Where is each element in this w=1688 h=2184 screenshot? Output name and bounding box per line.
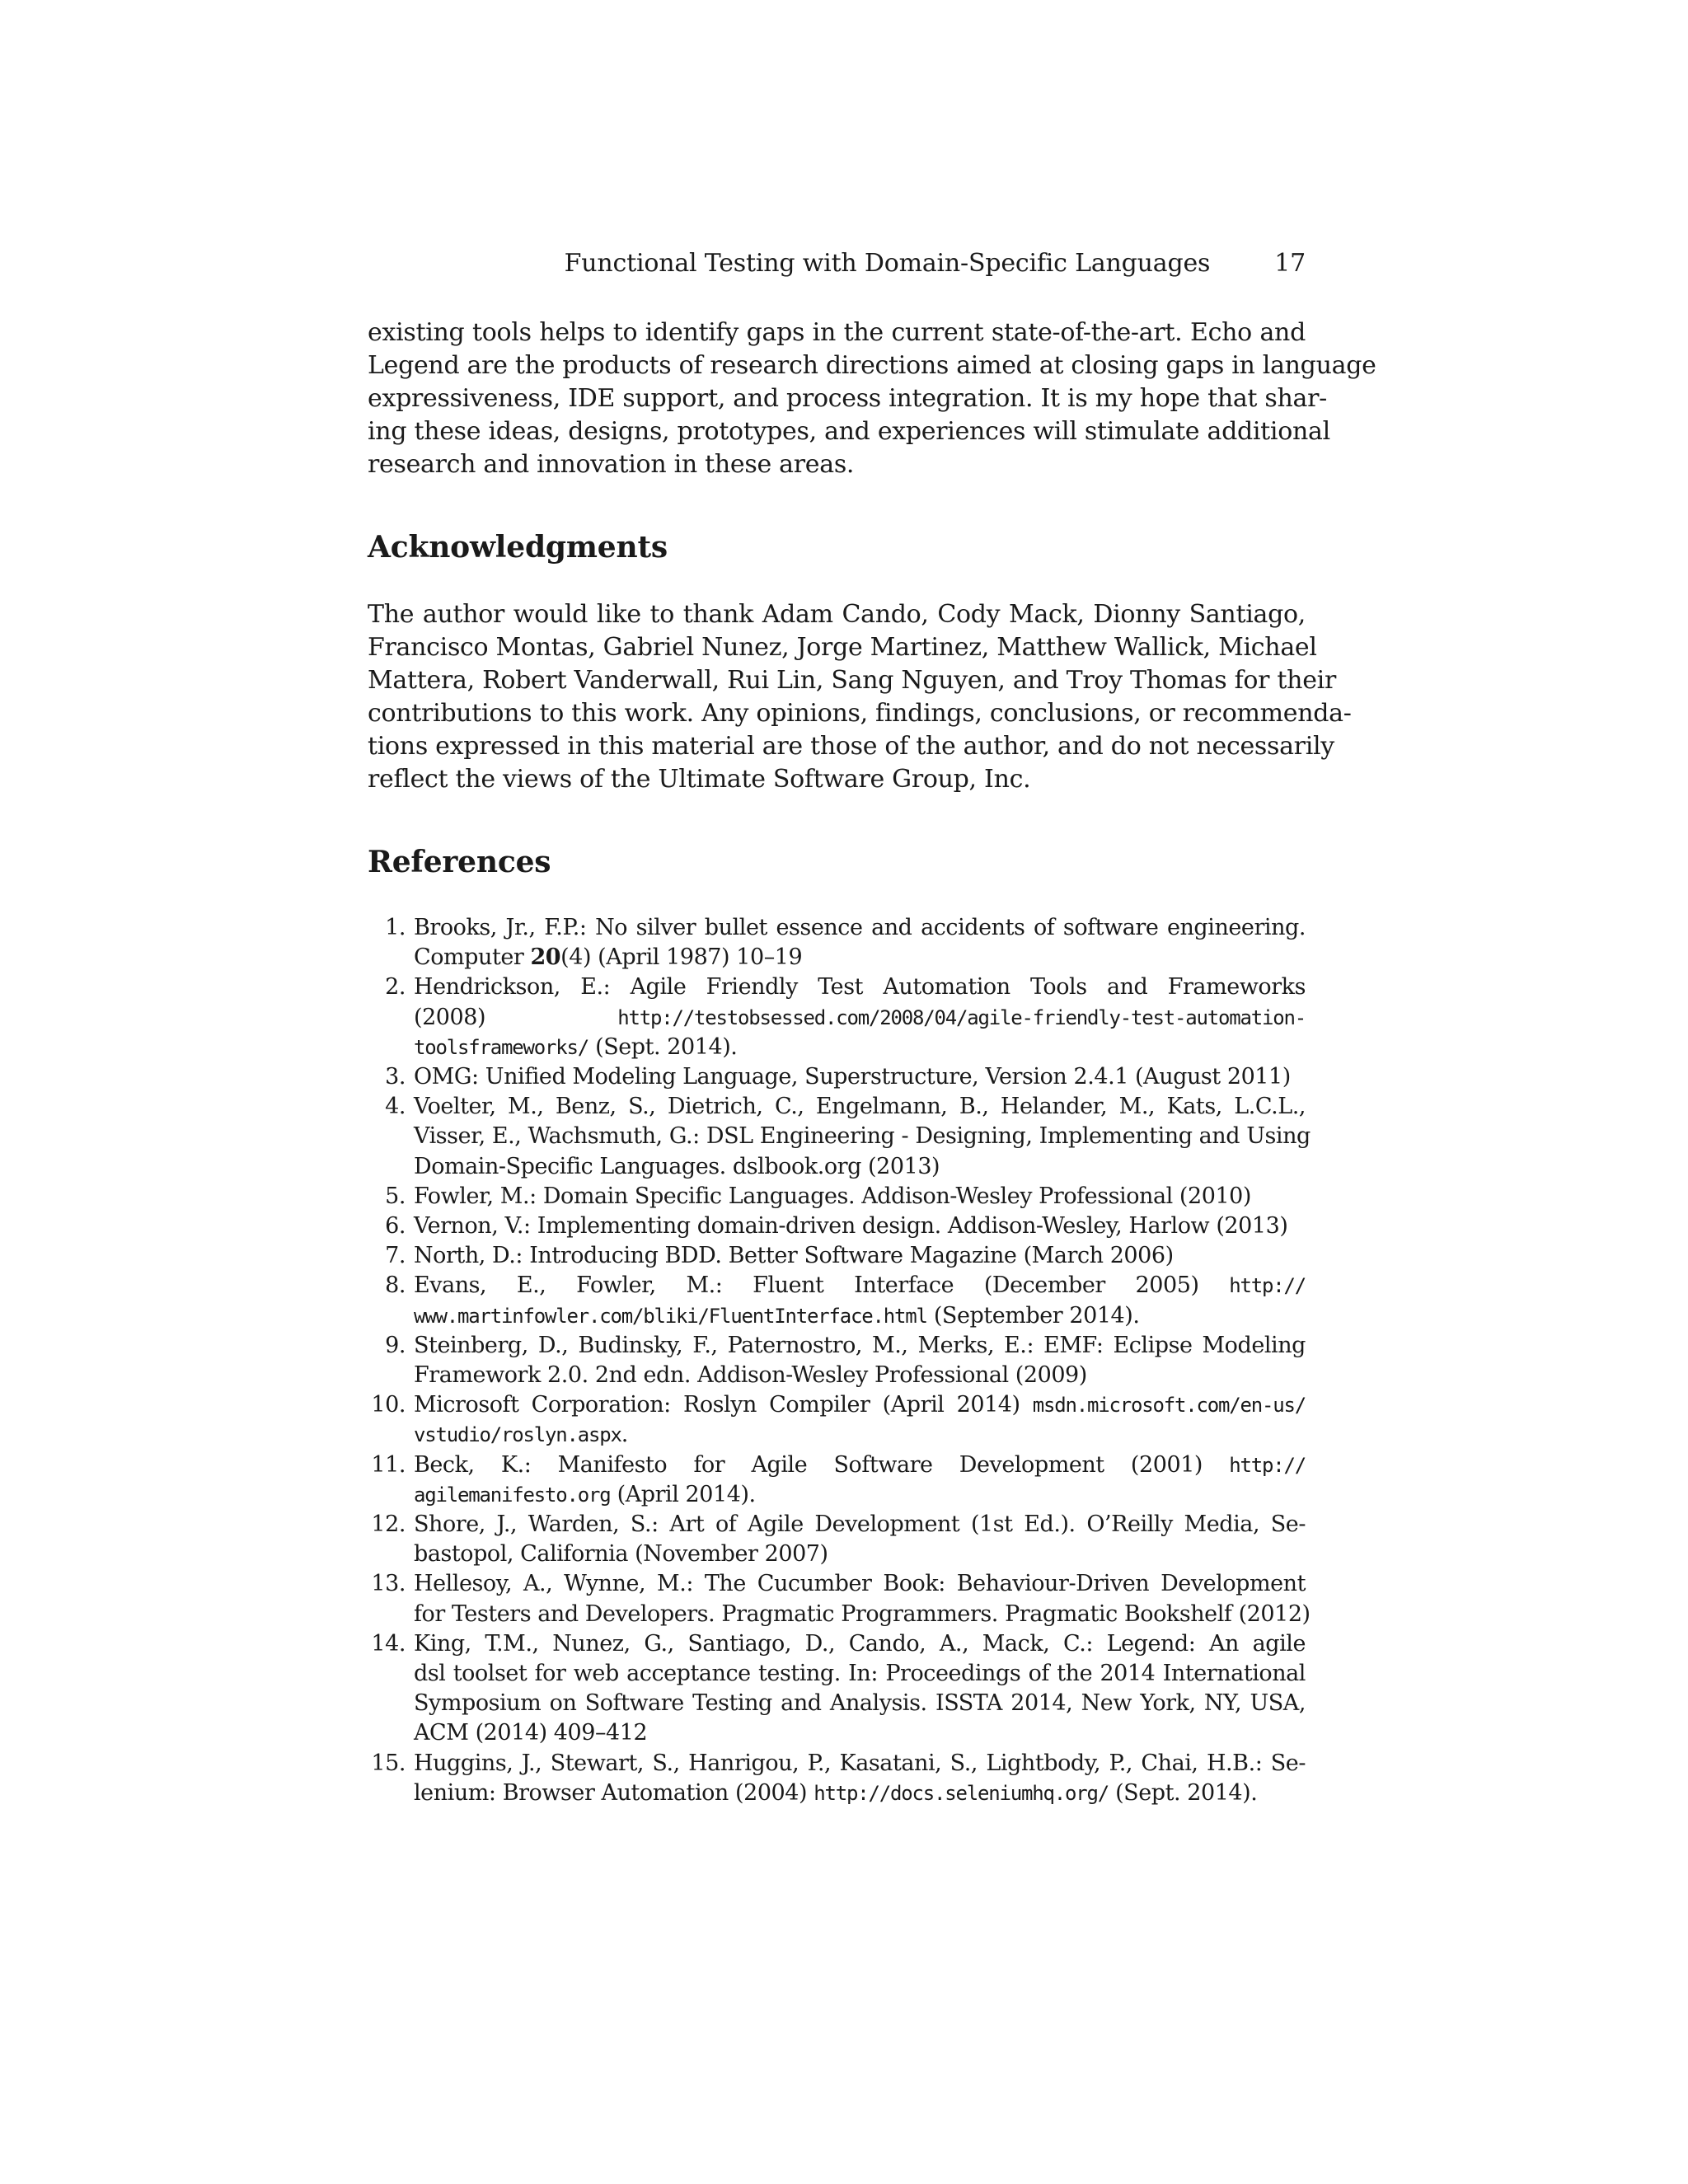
reference-item xyxy=(368,972,1306,1062)
url-link[interactable]: http:// xyxy=(1229,1274,1306,1298)
text-line xyxy=(414,1451,1306,1480)
text-fragment: (September 2014). xyxy=(926,1302,1140,1329)
text-line: Mattera, Robert Vanderwall, Rui Lin, Sang Nguyen, and Troy Thomas for their xyxy=(368,666,1336,695)
text-fragment: (2008) xyxy=(414,1004,618,1030)
text-line: research and innovation in these areas. xyxy=(368,450,855,479)
text-line: Symposium on Software Testing and Analysis. ISSTA 2014, New York, NY, USA, xyxy=(414,1690,1306,1717)
reference-number: 10. xyxy=(371,1392,406,1418)
text-line: Framework 2.0. 2nd edn. Addison-Wesley Professional (2009) xyxy=(414,1362,1087,1389)
text-line xyxy=(414,1301,1306,1331)
text-line: Francisco Montas, Gabriel Nunez, Jorge Martinez, Matthew Wallick, Michael xyxy=(368,633,1317,662)
reference-number: 14. xyxy=(371,1630,406,1657)
acknowledgments-heading: Acknowledgments xyxy=(368,530,668,565)
reference-item xyxy=(368,1182,1306,1212)
reference-item xyxy=(368,1331,1306,1390)
references-heading: References xyxy=(368,845,551,879)
text-line: expressiveness, IDE support, and process integration. It is my hope that shar- xyxy=(368,384,1328,413)
text-line: Legend are the products of research directions aimed at closing gaps in language xyxy=(368,351,1376,380)
page-number: 17 xyxy=(1274,249,1306,278)
volume-number: 20 xyxy=(530,944,561,971)
reference-item xyxy=(368,1212,1306,1241)
text-line: North, D.: Introducing BDD. Better Software Magazine (March 2006) xyxy=(414,1243,1174,1269)
text-fragment: (Sept. 2014). xyxy=(1108,1779,1258,1806)
text-line: Brooks, Jr., F.P.: No silver bullet essence and accidents of software engineering. xyxy=(414,915,1306,940)
url-link[interactable]: toolsframeworks/ xyxy=(414,1035,588,1059)
reference-number: 9. xyxy=(385,1332,406,1358)
reference-item xyxy=(368,1451,1306,1510)
reference-item xyxy=(368,1092,1311,1182)
reference-number: 1. xyxy=(385,915,406,940)
text-line xyxy=(414,943,1306,972)
text-line: Shore, J., Warden, S.: Art of Agile Development (1st Ed.). O’Reilly Media, Se- xyxy=(414,1511,1306,1538)
text-line: Hellesoy, A., Wynne, M.: The Cucumber Book: Behaviour-Driven Development xyxy=(414,1571,1306,1597)
reference-item xyxy=(368,1271,1306,1330)
reference-number: 2. xyxy=(385,974,406,1001)
text-line: Hendrickson, E.: Agile Friendly Test Automation Tools and Frameworks xyxy=(414,974,1306,1001)
text-fragment: Computer xyxy=(414,944,531,971)
text-line: Visser, E., Wachsmuth, G.: DSL Engineering - Designing, Implementing and Using xyxy=(414,1123,1311,1150)
url-link[interactable]: www.martinfowler.com/bliki/FluentInterface.html xyxy=(414,1304,927,1328)
text-fragment: (Sept. 2014). xyxy=(588,1033,738,1060)
reference-item xyxy=(368,1241,1306,1271)
text-fragment: Microsoft Corporation: Roslyn Compiler (April 2014) xyxy=(414,1392,1033,1418)
reference-number: 8. xyxy=(385,1272,406,1299)
running-title: Functional Testing with Domain-Specific Languages xyxy=(564,249,1211,278)
reference-item xyxy=(368,1390,1306,1450)
text-line: King, T.M., Nunez, G., Santiago, D., Cando, A., Mack, C.: Legend: An agile xyxy=(414,1630,1306,1657)
text-line: Vernon, V.: Implementing domain-driven design. Addison-Wesley, Harlow (2013) xyxy=(414,1213,1288,1240)
text-fragment: Beck, K.: Manifesto for Agile Software Development (2001) xyxy=(414,1451,1230,1478)
running-head xyxy=(368,247,1306,280)
text-line xyxy=(414,1390,1306,1420)
text-fragment: lenium: Browser Automation (2004) xyxy=(414,1779,814,1806)
text-line xyxy=(414,1033,1306,1062)
url-link[interactable]: vstudio/roslyn.aspx xyxy=(414,1423,621,1447)
text-line: Steinberg, D., Budinsky, F., Paternostro, M., Merks, E.: EMF: Eclipse Modeling xyxy=(414,1332,1306,1358)
reference-item xyxy=(368,1569,1311,1629)
text-line: Huggins, J., Stewart, S., Hanrigou, P., Kasatani, S., Lightbody, P., Chai, H.B.: Se- xyxy=(414,1750,1306,1776)
reference-item xyxy=(368,1510,1306,1569)
url-link[interactable]: msdn.microsoft.com/en-us/ xyxy=(1032,1394,1306,1418)
text-line: Fowler, M.: Domain Specific Languages. Addison-Wesley Professional (2010) xyxy=(414,1183,1251,1209)
text-line: bastopol, California (November 2007) xyxy=(414,1541,828,1568)
text-line: existing tools helps to identify gaps in the current state-of-the-art. Echo and xyxy=(368,318,1306,347)
intro-paragraph xyxy=(368,316,1376,481)
text-line xyxy=(414,1779,1306,1808)
text-line: dsl toolset for web acceptance testing. In: Proceedings of the 2014 International xyxy=(414,1661,1306,1687)
reference-item xyxy=(368,1629,1306,1749)
text-line xyxy=(414,1003,1306,1033)
text-line: Voelter, M., Benz, S., Dietrich, C., Engelmann, B., Helander, M., Kats, L.C.L., xyxy=(414,1094,1306,1120)
text-line: tions expressed in this material are those of the author, and do not necessarily xyxy=(368,732,1334,761)
reference-number: 4. xyxy=(385,1094,406,1120)
text-fragment: (April 2014). xyxy=(610,1481,756,1507)
reference-number: 11. xyxy=(371,1451,406,1478)
reference-number: 13. xyxy=(371,1571,406,1597)
reference-item xyxy=(368,913,1306,972)
text-line: for Testers and Developers. Pragmatic Programmers. Pragmatic Bookshelf (2012) xyxy=(414,1601,1311,1627)
url-link[interactable]: http:// xyxy=(1229,1453,1306,1477)
text-line: ACM (2014) 409–412 xyxy=(414,1720,648,1746)
reference-number: 5. xyxy=(385,1183,406,1209)
reference-item xyxy=(368,1062,1306,1092)
text-fragment: Evans, E., Fowler, M.: Fluent Interface (December 2005) xyxy=(414,1272,1230,1299)
url-link[interactable]: agilemanifesto.org xyxy=(414,1483,611,1507)
text-line: Domain-Specific Languages. dslbook.org (2013) xyxy=(414,1153,940,1179)
acknowledgments-paragraph xyxy=(368,598,1352,796)
reference-number: 15. xyxy=(371,1750,406,1776)
url-link[interactable]: http://testobsessed.com/2008/04/agile-friendly-test-automation- xyxy=(617,1005,1306,1029)
reference-number: 7. xyxy=(385,1243,406,1269)
reference-item xyxy=(368,1749,1306,1808)
url-link[interactable]: http://docs.seleniumhq.org/ xyxy=(814,1781,1109,1805)
text-line xyxy=(414,1271,1306,1301)
reference-list xyxy=(368,913,1311,1808)
reference-number: 6. xyxy=(385,1213,406,1240)
text-line xyxy=(414,1480,1306,1510)
text-line: OMG: Unified Modeling Language, Superstructure, Version 2.4.1 (August 2011) xyxy=(414,1064,1291,1090)
text-line: contributions to this work. Any opinions, findings, conclusions, or recommenda- xyxy=(368,699,1352,728)
text-fragment: . xyxy=(621,1422,628,1448)
reference-number: 3. xyxy=(385,1064,406,1090)
text-line: ing these ideas, designs, prototypes, and experiences will stimulate additional xyxy=(368,417,1330,446)
text-line: reflect the views of the Ultimate Software Group, Inc. xyxy=(368,765,1031,794)
text-line: The author would like to thank Adam Cando, Cody Mack, Dionny Santiago, xyxy=(368,600,1306,629)
text-fragment: (4) (April 1987) 10–19 xyxy=(560,944,803,971)
reference-number: 12. xyxy=(371,1511,406,1538)
text-line xyxy=(414,1420,1306,1450)
